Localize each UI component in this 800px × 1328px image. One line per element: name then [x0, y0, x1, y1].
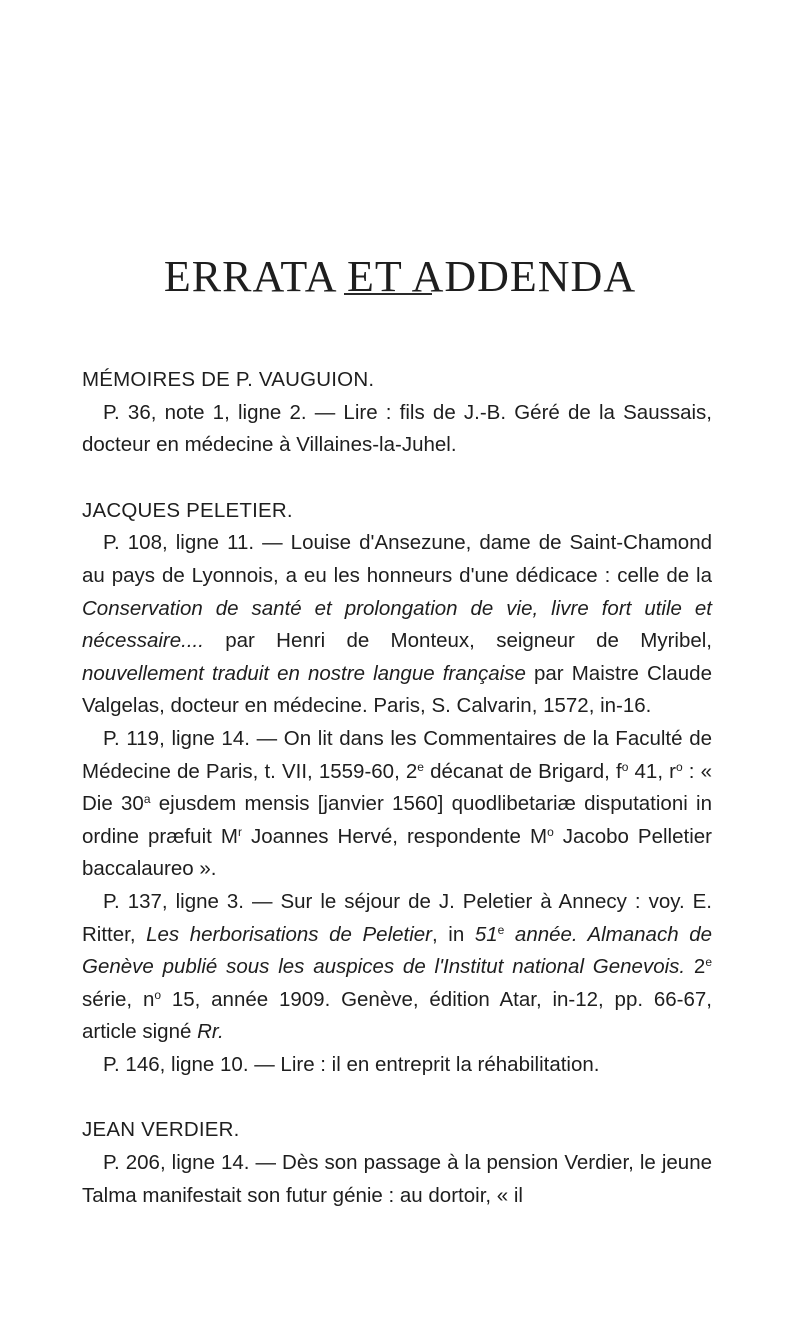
erratum-entry: P. 36, note 1, ligne 2. — Lire : fils de J.-B. Géré de la Saussais, docteur en médecine à Villaines-la-Juhel.: [82, 400, 712, 457]
body-text: [82, 364, 712, 1212]
erratum-entry: P. 146, ligne 10. — Lire : il en entreprit la réhabilitation.: [103, 1052, 600, 1076]
section-verdier: [82, 1114, 712, 1212]
erratum-entry: P. 206, ligne 14. — Dès son passage à la pension Verdier, le jeune Talma manifestait son futur génie : au dortoir, « il: [82, 1151, 712, 1207]
section-heading: JACQUES PELETIER.: [82, 498, 293, 522]
erratum-entry: P. 137, ligne 3. — Sur le séjour de J. Peletier à Annecy : voy. E. Ritter, Les herborisations de Peletier, in 51e année. Almanach de Genève publié sous les auspices de l'Institut national Genevois. 2e série, $n^o$ 15, année 1909. Genève, édition Atar, in-12, pp. 66-67, article signé Rr.: [82, 889, 712, 1044]
section-peletier: [82, 495, 712, 1082]
page-title: ERRATA ET ADDENDA: [163, 252, 637, 302]
erratum-entry: P. 108, ligne 11. — Louise d'Ansezune, dame de Saint-Chamond au pays de Lyonnois, a eu les honneurs d'une dédicace : celle de la Conservation de santé et prolongation de vie, livre fort utile et nécessaire.... par Henri de Monteux, seigneur de Myribel, nouvellement traduit en nostre langue française par Maistre Claude Valgelas, docteur en médecine. Paris, S. Calvarin, 1572, in-16.: [82, 531, 712, 718]
section-heading: MÉMOIRES DE P. VAUGUION.: [82, 368, 375, 391]
title-divider: [344, 293, 432, 295]
erratum-entry: P. 119, ligne 14. — On lit dans les Commentaires de la Faculté de Médecine de Paris, t. VII, 1559-60, 2e décanat de Brigard, $f^o$ 41, $r^o$ : « Die 30$^a$ ejusdem mensis [janvier 1560] quodlibetariæ disputationi in ordine præfuit $M^r$ Joannes Hervé, respondente $M^o$ Jacobo Pelletier baccalaureo ».: [82, 726, 712, 881]
section-heading: JEAN VERDIER.: [82, 1118, 240, 1142]
section-vauguion: [82, 364, 712, 462]
